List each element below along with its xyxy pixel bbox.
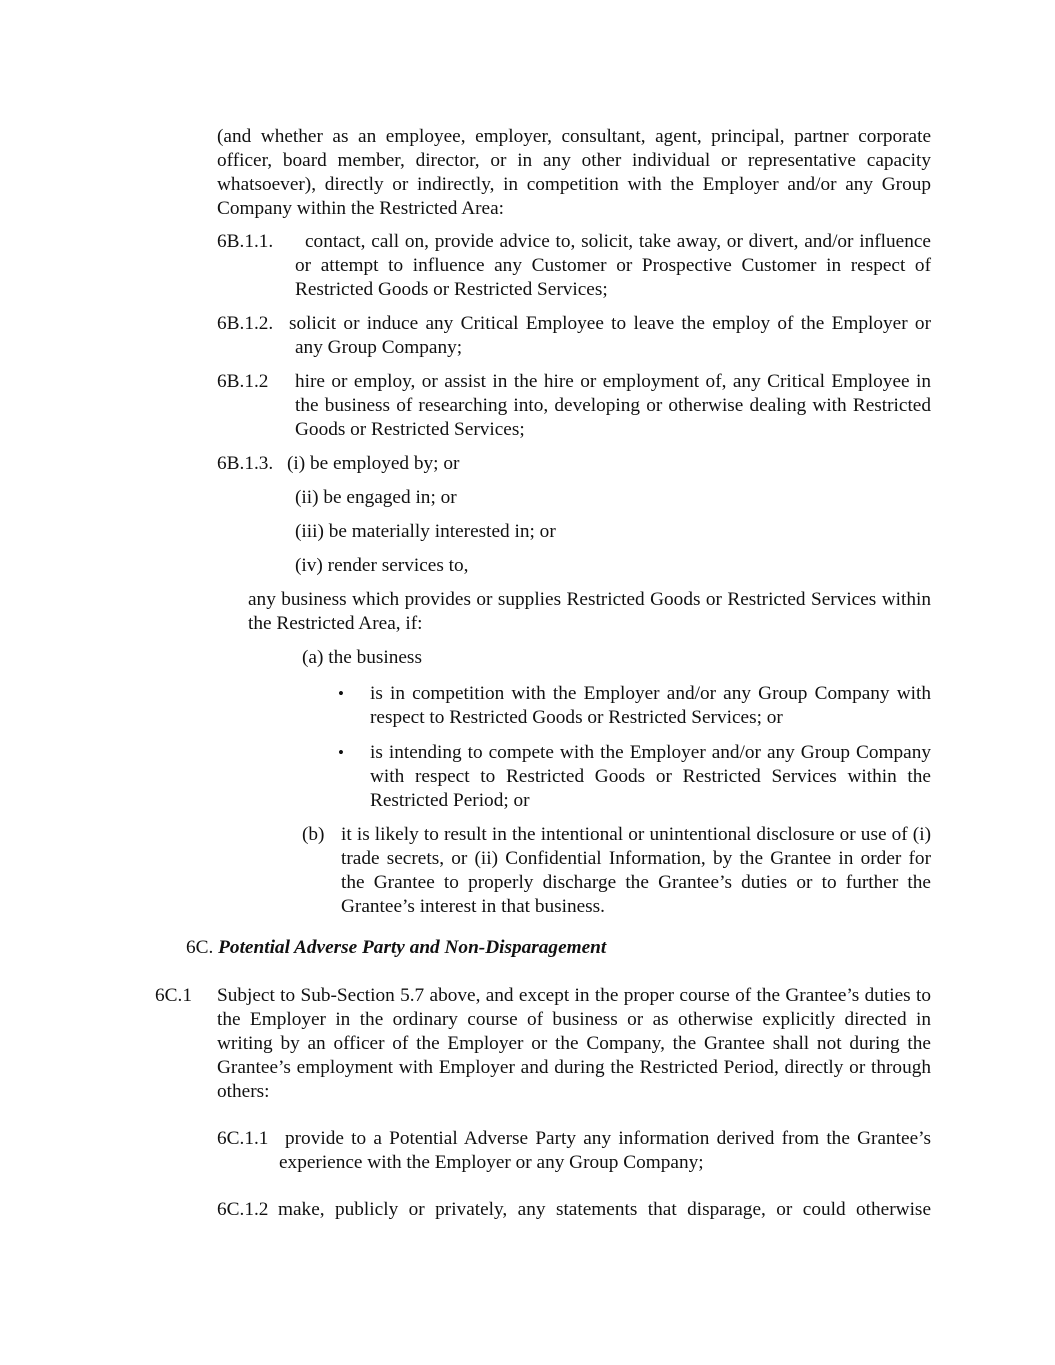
clause-number: 6B.1.3. xyxy=(217,453,274,474)
clause-number: 6C.1.2 xyxy=(217,1199,269,1220)
clause-number: 6C.1 xyxy=(155,985,192,1006)
sub-item: (iv) render services to, xyxy=(295,555,469,576)
sub-item: (iii) be materially interested in; or xyxy=(295,521,556,542)
sub-item: (ii) be engaged in; or xyxy=(295,487,457,508)
clause-number: 6B.1.2 xyxy=(217,371,269,392)
clause-text: (i) be employed by; or xyxy=(287,453,460,474)
bullet-item: is in competition with the Employer and/or any Group Company with respect to Restricted Goods or Restricted Services; or xyxy=(370,683,931,728)
clause-number: 6B.1.2. xyxy=(217,313,274,334)
bullet-icon: • xyxy=(338,684,344,703)
clause-text: Subject to Sub-Section 5.7 above, and except in the proper course of the Grantee’s duties to the Employer in the ordinary course of business or as otherwise explicitly directed in writing by an officer of the Employer or the Company, the Grantee shall not during the Grantee’s employment with Employer and during the Restricted Period, directly or through others: xyxy=(217,985,931,1102)
intro-paragraph: (and whether as an employee, employer, consultant, agent, principal, partner corporate officer, board member, director, or in any other individual or representative capacity whatsoever), directly or indirectly, in competition with the Employer and/or any Group Company within the Restricted Area: xyxy=(217,126,931,219)
bullet-icon: • xyxy=(338,743,344,762)
clause-text: provide to a Potential Adverse Party any information derived from the Grantee’s experience with the Employer or any Group Company; xyxy=(279,1128,931,1173)
clause-text: solicit or induce any Critical Employee to leave the employ of the Employer or any Group Company; xyxy=(289,313,931,358)
condition-b-label: (b) xyxy=(302,824,325,845)
clause-text: make, publicly or privately, any statements that disparage, or could otherwise xyxy=(278,1199,931,1220)
condition-a: (a) the business xyxy=(302,647,422,668)
section-title: Potential Adverse Party and Non-Disparagement xyxy=(218,937,607,958)
clause-number: 6B.1.1. xyxy=(217,231,274,252)
clause-text: contact, call on, provide advice to, solicit, take away, or divert, and/or influence or attempt to influence any Customer or Prospective Customer in respect of Restricted Goods or Restricted Services; xyxy=(295,231,931,300)
section-heading xyxy=(186,936,606,960)
section-number: 6C. xyxy=(186,937,214,958)
clause-text: hire or employ, or assist in the hire or employment of, any Critical Employee in the business of researching into, developing or otherwise dealing with Restricted Goods or Restricted Services; xyxy=(295,371,931,440)
clause-number: 6C.1.1 xyxy=(217,1128,269,1149)
bullet-item: is intending to compete with the Employer and/or any Group Company with respect to Restricted Goods or Restricted Services within the Restricted Period; or xyxy=(370,742,931,811)
condition-b-text: it is likely to result in the intentional or unintentional disclosure or use of (i) trade secrets, or (ii) Confidential Information, by the Grantee in order for the Grantee to properly discharge the Grantee’s duties or to further the Grantee’s interest in that business. xyxy=(341,824,931,917)
business-clause: any business which provides or supplies Restricted Goods or Restricted Services within the Restricted Area, if: xyxy=(248,589,931,634)
